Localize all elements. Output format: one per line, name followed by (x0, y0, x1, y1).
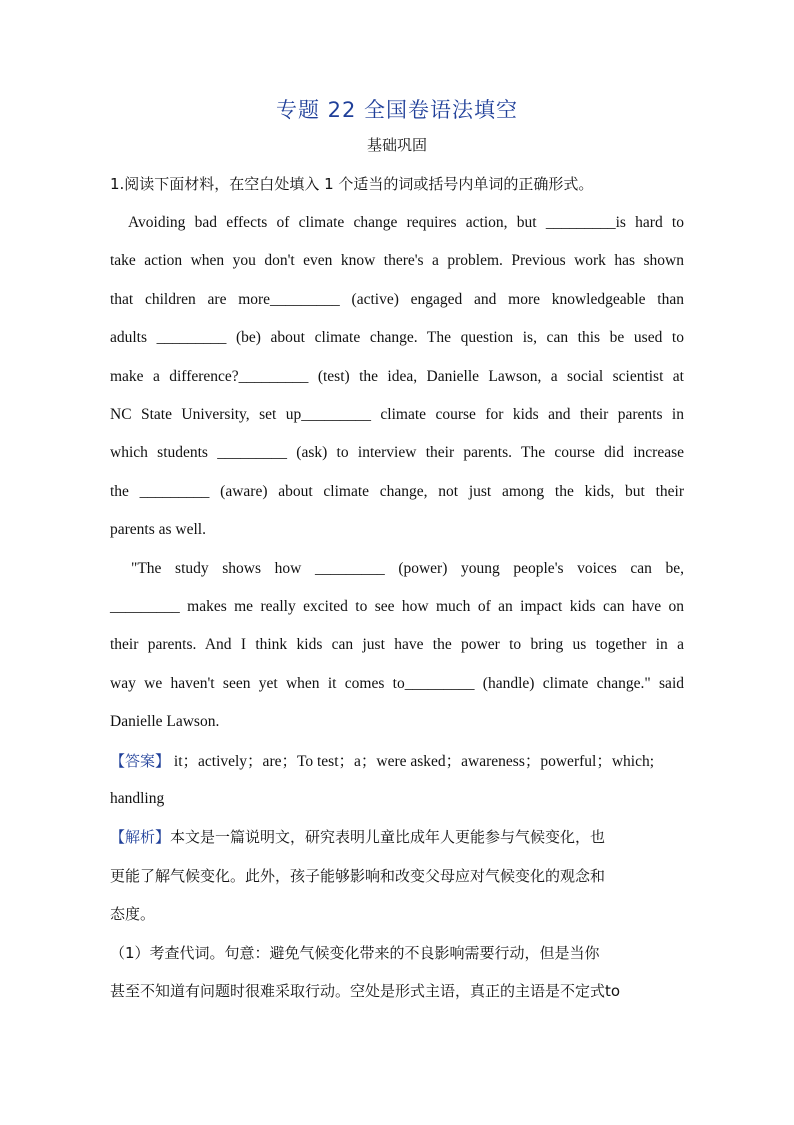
answer-text: it；actively；are；To test；a；were asked；awareness；powerful；which; (170, 753, 655, 770)
answer-continuation: handling (110, 790, 165, 807)
note-line: （1）考查代词。句意：避免气候变化带来的不良影响需要行动，但是当你 (110, 944, 600, 962)
analysis-block (110, 827, 684, 847)
passage-line: make a difference?_________ (test) the idea, Danielle Lawson, a social scientist at (110, 368, 684, 385)
passage-line: way we haven't seen yet when it comes to_________ (handle) climate change." said (110, 675, 684, 692)
page-title: 专题 22 全国卷语法填空 (275, 98, 519, 122)
section-subtitle: 基础巩固 (366, 136, 427, 154)
answer-label: 【答案】 (110, 752, 171, 770)
note-line: 甚至不知道有问题时很难采取行动。空处是形式主语，真正的主语是不定式to (110, 982, 621, 1000)
passage-line: NC State University, set up_________ climate course for kids and their parents in (110, 406, 684, 423)
analysis-line: 更能了解气候变化。此外，孩子能够影响和改变父母应对气候变化的观念和 (110, 867, 606, 885)
analysis-label: 【解析】 (110, 828, 171, 846)
analysis-text: 本文是一篇说明文，研究表明儿童比成年人更能参与气候变化，也 (170, 828, 606, 846)
answer-block (110, 751, 684, 772)
passage-line: that children are more_________ (active) engaged and more knowledgeable than (110, 291, 684, 308)
passage-line: Danielle Lawson. (110, 713, 220, 730)
passage-line: which students _________ (ask) to interview their parents. The course did increase (110, 444, 684, 461)
passage-line: parents as well. (110, 521, 206, 538)
passage-line: _________ makes me really excited to see how much of an impact kids can have on (110, 598, 684, 615)
analysis-line: 态度。 (110, 905, 156, 923)
passage-line: adults _________ (be) about climate change. The question is, can this be used to (110, 329, 684, 346)
passage-line: take action when you don't even know there's a problem. Previous work has shown (110, 252, 684, 269)
passage-line: their parents. And I think kids can just have the power to bring us together in a (110, 636, 684, 653)
passage-line: Avoiding bad effects of climate change requires action, but _________is hard to (128, 214, 684, 231)
passage-line: "The study shows how _________ (power) young people's voices can be, (131, 560, 684, 577)
passage-line: the _________ (aware) about climate change, not just among the kids, but their (110, 483, 684, 500)
question-header: 1.阅读下面材料，在空白处填入 1 个适当的词或括号内单词的正确形式。 (110, 175, 594, 193)
